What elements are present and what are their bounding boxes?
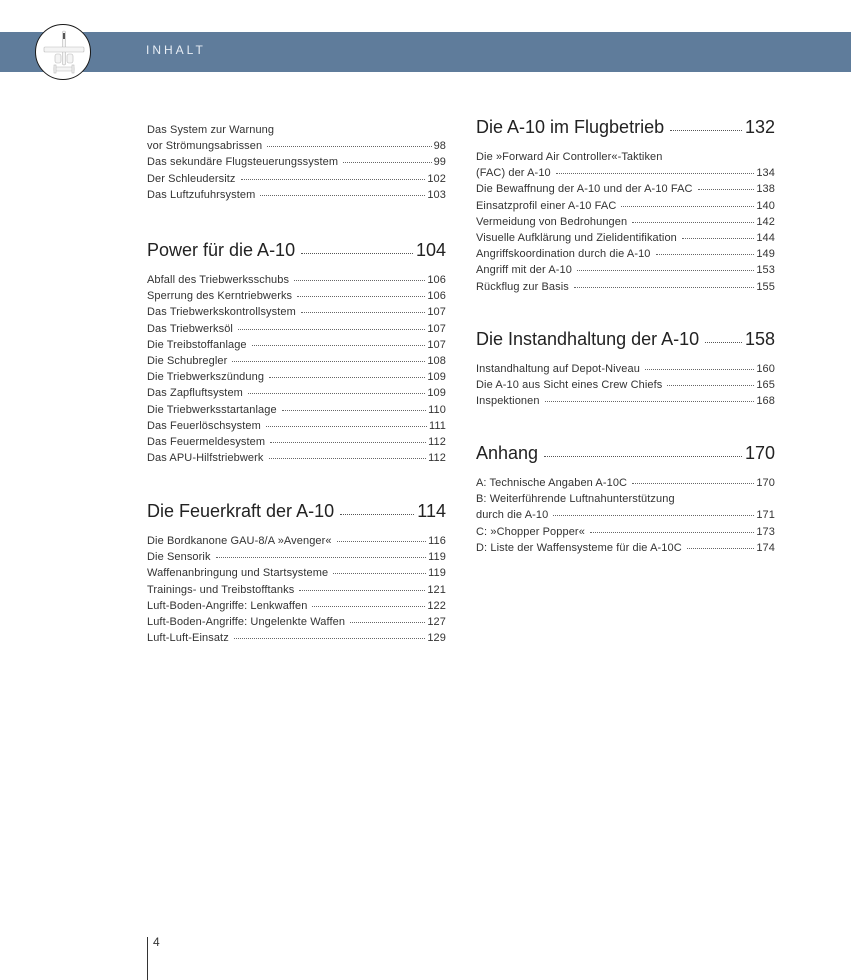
header-banner <box>0 32 851 72</box>
leader-dots <box>687 548 755 549</box>
toc-chapter-page: 132 <box>744 117 775 137</box>
toc-entry[interactable] <box>476 477 775 493</box>
toc-entry-page: 108 <box>427 354 446 367</box>
toc-entry[interactable] <box>147 371 446 387</box>
toc-entry-title: Das Luftzufuhrsystem <box>147 188 256 201</box>
leader-dots <box>267 146 431 147</box>
leader-dots <box>556 173 755 174</box>
toc-entry-title: Das Feuermeldesystem <box>147 435 266 448</box>
toc-entry-title: Instandhaltung auf Depot-Niveau <box>476 363 640 375</box>
toc-entry[interactable] <box>476 509 775 525</box>
leader-dots <box>269 377 425 378</box>
toc-entry-title: Die »Forward Air Controller«-Taktiken <box>476 151 663 163</box>
toc-chapter-page: 114 <box>417 501 446 521</box>
toc-entry[interactable] <box>147 420 446 436</box>
toc-entry[interactable] <box>147 535 446 551</box>
a10-aircraft-icon <box>35 24 91 80</box>
toc-entry-title: Die A-10 aus Sicht eines Crew Chiefs <box>476 379 663 392</box>
leader-dots <box>260 195 425 196</box>
toc-entry-page: 160 <box>756 363 775 375</box>
toc-entry-page: 106 <box>427 290 446 303</box>
leader-dots <box>299 590 425 591</box>
toc-entry[interactable] <box>147 567 446 583</box>
leader-dots <box>350 622 425 623</box>
toc-entry-title: Das Feuerlöschsystem <box>147 419 261 432</box>
toc-entry[interactable] <box>147 616 446 632</box>
toc-entry-title: Die Treibstoffanlage <box>147 338 247 351</box>
toc-entry-title: Die Schubregler <box>147 354 228 367</box>
toc-entry-title: Luft-Luft-Einsatz <box>147 632 229 645</box>
leader-dots <box>270 442 426 443</box>
toc-chapter-page: 170 <box>744 443 775 463</box>
toc-chapter-title: Die Instandhaltung der A-10 <box>476 329 700 349</box>
toc-entry-title: Angriff mit der A-10 <box>476 264 572 277</box>
toc-entry-title: Die Sensorik <box>147 551 211 564</box>
leader-dots <box>645 369 754 370</box>
toc-entry[interactable] <box>147 306 446 322</box>
toc-entry-title: Die Bewaffnung der A-10 und der A-10 FAC <box>476 183 693 196</box>
toc-entry[interactable] <box>147 355 446 371</box>
toc-entry-title: Vermeidung von Bedrohungen <box>476 215 628 228</box>
leader-dots <box>577 270 754 271</box>
toc-entry-page: 170 <box>756 477 775 489</box>
toc-entry-page: 102 <box>427 172 446 185</box>
leader-dots <box>238 329 425 330</box>
leader-dots <box>544 456 742 457</box>
toc-entry-title: Die Triebwerksstartanlage <box>147 403 277 416</box>
leader-dots <box>234 638 426 639</box>
toc-entry-title: Luft-Boden-Angriffe: Ungelenkte Waffen <box>147 615 346 628</box>
leader-dots <box>670 130 742 131</box>
toc-entry-title: Abfall des Triebwerksschubs <box>147 274 290 286</box>
toc-entry[interactable] <box>147 404 446 420</box>
toc-chapter-heading[interactable] <box>476 117 775 143</box>
leader-dots <box>574 287 754 288</box>
toc-chapter-anhang <box>476 443 775 558</box>
toc-entry-title: Das System zur Warnung <box>147 124 275 136</box>
toc-entry-page: 98 <box>433 140 446 153</box>
toc-entry-title: A: Technische Angaben A-10C <box>476 477 628 489</box>
toc-entry-page: 138 <box>756 183 775 196</box>
leader-dots <box>667 385 754 386</box>
toc-chapter-heading[interactable] <box>147 501 446 527</box>
toc-entry-page: 168 <box>756 395 775 408</box>
toc-chapter-feuerkraft <box>147 501 446 648</box>
toc-entry[interactable] <box>476 526 775 542</box>
toc-entry-title: Rückflug zur Basis <box>476 280 569 293</box>
toc-entry-title: Das Zapfluftsystem <box>147 387 243 400</box>
toc-entry-line[interactable] <box>147 124 446 140</box>
toc-chapter-flugbetrieb <box>476 117 775 297</box>
leader-dots <box>294 280 425 281</box>
toc-entry-page: 107 <box>427 306 446 319</box>
leader-dots <box>297 296 425 297</box>
leader-dots <box>301 253 413 254</box>
leader-dots <box>705 342 742 343</box>
toc-entry[interactable] <box>476 200 775 216</box>
toc-entry-title: Visuelle Aufklärung und Zielidentifikation <box>476 231 677 244</box>
toc-entry-page: 134 <box>756 167 775 180</box>
toc-entry[interactable] <box>476 395 775 411</box>
toc-entry-page: 107 <box>427 338 446 351</box>
toc-entry-title: Der Schleudersitz <box>147 172 236 185</box>
toc-entry[interactable] <box>147 189 446 205</box>
toc-entry-page: 140 <box>756 199 775 212</box>
toc-entry-title: Das APU-Hilfstriebwerk <box>147 452 264 465</box>
leader-dots <box>545 401 755 402</box>
toc-entry[interactable] <box>147 387 446 403</box>
page-number: 4 <box>153 935 160 949</box>
toc-entry-page: 110 <box>428 403 446 416</box>
leader-dots <box>333 573 426 574</box>
leader-dots <box>301 312 425 313</box>
toc-entry[interactable] <box>147 600 446 616</box>
toc-entry-title: B: Weiterführende Luftnahunterstützung <box>476 493 675 506</box>
toc-entry-page: 119 <box>428 551 446 564</box>
leader-dots <box>632 222 754 223</box>
toc-entry-title: Die Bordkanone GAU-8/A »Avenger« <box>147 535 332 547</box>
leader-dots <box>337 541 427 542</box>
toc-entry-page: 155 <box>756 280 775 293</box>
toc-entry-page: 116 <box>428 535 446 547</box>
toc-entry[interactable] <box>147 290 446 306</box>
toc-chapter-page: 158 <box>744 329 775 349</box>
toc-entry-page: 129 <box>427 632 446 645</box>
toc-chapter-title: Die A-10 im Flugbetrieb <box>476 117 665 137</box>
leader-dots <box>266 426 427 427</box>
toc-entry-line[interactable] <box>476 151 775 167</box>
leader-dots <box>343 162 431 163</box>
toc-entry-page: 165 <box>756 379 775 392</box>
toc-entry-page: 119 <box>428 567 446 580</box>
toc-entry-page: 144 <box>756 231 775 244</box>
leader-dots <box>241 179 426 180</box>
toc-entry-page: 171 <box>756 509 775 522</box>
toc-entry-page: 103 <box>427 188 446 201</box>
leader-dots <box>682 238 754 239</box>
toc-entry[interactable] <box>476 248 775 264</box>
toc-entry-page: 112 <box>428 452 446 465</box>
toc-entry-title: (FAC) der A-10 <box>476 167 551 180</box>
leader-dots <box>248 393 425 394</box>
toc-entry[interactable] <box>476 281 775 297</box>
toc-entry[interactable] <box>147 551 446 567</box>
toc-entry-title: Inspektionen <box>476 395 540 408</box>
toc-chapter-title: Die Feuerkraft der A-10 <box>147 501 335 521</box>
toc-entry[interactable] <box>147 339 446 355</box>
toc-entry[interactable] <box>476 167 775 183</box>
leader-dots <box>216 557 427 558</box>
toc-entry[interactable] <box>147 452 446 468</box>
leader-dots <box>621 206 754 207</box>
toc-entry-page: 107 <box>427 322 446 335</box>
toc-chapter-heading[interactable] <box>147 240 446 266</box>
toc-entry-title: durch die A-10 <box>476 509 549 522</box>
toc-entry-title: Das Triebwerkskontrollsystem <box>147 306 296 319</box>
leader-dots <box>282 410 426 411</box>
toc-entry-page: 112 <box>428 435 446 448</box>
toc-chapter-heading[interactable] <box>476 329 775 355</box>
toc-entry-page: 99 <box>433 156 446 169</box>
toc-entry-title: Trainings- und Treibstofftanks <box>147 583 295 596</box>
toc-entry[interactable] <box>147 274 446 290</box>
toc-chapter-title: Anhang <box>476 443 539 463</box>
toc-entry-page: 109 <box>427 371 446 384</box>
leader-dots <box>656 254 755 255</box>
toc-entry[interactable] <box>476 216 775 232</box>
toc-entry-page: 127 <box>427 615 446 628</box>
toc-intro-block <box>147 124 446 205</box>
toc-entry[interactable] <box>147 156 446 172</box>
toc-entry-page: 173 <box>756 525 775 538</box>
toc-entry-page: 121 <box>427 583 446 596</box>
toc-entry-page: 142 <box>756 215 775 228</box>
toc-entry[interactable] <box>147 140 446 156</box>
toc-entry-page: 149 <box>756 248 775 261</box>
page-title: INHALT <box>146 43 206 57</box>
toc-entry-page: 106 <box>427 274 446 286</box>
toc-entry-page: 153 <box>756 264 775 277</box>
toc-entry[interactable] <box>476 232 775 248</box>
toc-entry-title: Die Triebwerkszündung <box>147 371 265 384</box>
leader-dots <box>553 515 754 516</box>
toc-entry[interactable] <box>476 542 775 558</box>
toc-entry[interactable] <box>147 436 446 452</box>
leader-dots <box>340 514 414 515</box>
toc-chapter-heading[interactable] <box>476 443 775 469</box>
toc-entry-page: 111 <box>428 419 446 432</box>
toc-entry[interactable] <box>476 379 775 395</box>
toc-chapter-title: Power für die A-10 <box>147 240 296 260</box>
toc-entry-title: C: »Chopper Popper« <box>476 525 585 538</box>
toc-entry[interactable] <box>476 264 775 280</box>
toc-entry-title: Einsatzprofil einer A-10 FAC <box>476 199 617 212</box>
toc-chapter-power <box>147 240 446 468</box>
leader-dots <box>269 458 427 459</box>
toc-entry-title: Angriffskoordination durch die A-10 <box>476 248 651 261</box>
page-number-rule <box>147 937 148 980</box>
leader-dots <box>312 606 425 607</box>
toc-entry-title: Das Triebwerksöl <box>147 322 233 335</box>
leader-dots <box>590 532 754 533</box>
leader-dots <box>698 189 755 190</box>
toc-entry-title: Waffenanbringung und Startsysteme <box>147 567 329 580</box>
toc-entry-title: Das sekundäre Flugsteuerungssystem <box>147 156 339 169</box>
toc-entry[interactable] <box>147 173 446 189</box>
toc-chapter-page: 104 <box>415 240 446 260</box>
toc-entry-line[interactable] <box>476 493 775 509</box>
toc-chapter-instandhaltung <box>476 329 775 412</box>
toc-entry-page: 174 <box>756 541 775 554</box>
toc-entry[interactable] <box>476 363 775 379</box>
toc-entry-page: 109 <box>427 387 446 400</box>
toc-entry[interactable] <box>147 632 446 648</box>
toc-entry[interactable] <box>147 323 446 339</box>
toc-entry[interactable] <box>147 584 446 600</box>
toc-entry-title: vor Strömungsabrissen <box>147 140 263 153</box>
toc-entry-title: D: Liste der Waffensysteme für die A-10C <box>476 541 682 554</box>
leader-dots <box>232 361 425 362</box>
toc-entry-title: Sperrung des Kerntriebwerks <box>147 290 293 303</box>
toc-entry-page: 122 <box>427 599 446 612</box>
leader-dots <box>632 483 754 484</box>
toc-entry-title: Luft-Boden-Angriffe: Lenkwaffen <box>147 599 308 612</box>
toc-entry[interactable] <box>476 183 775 199</box>
leader-dots <box>252 345 426 346</box>
